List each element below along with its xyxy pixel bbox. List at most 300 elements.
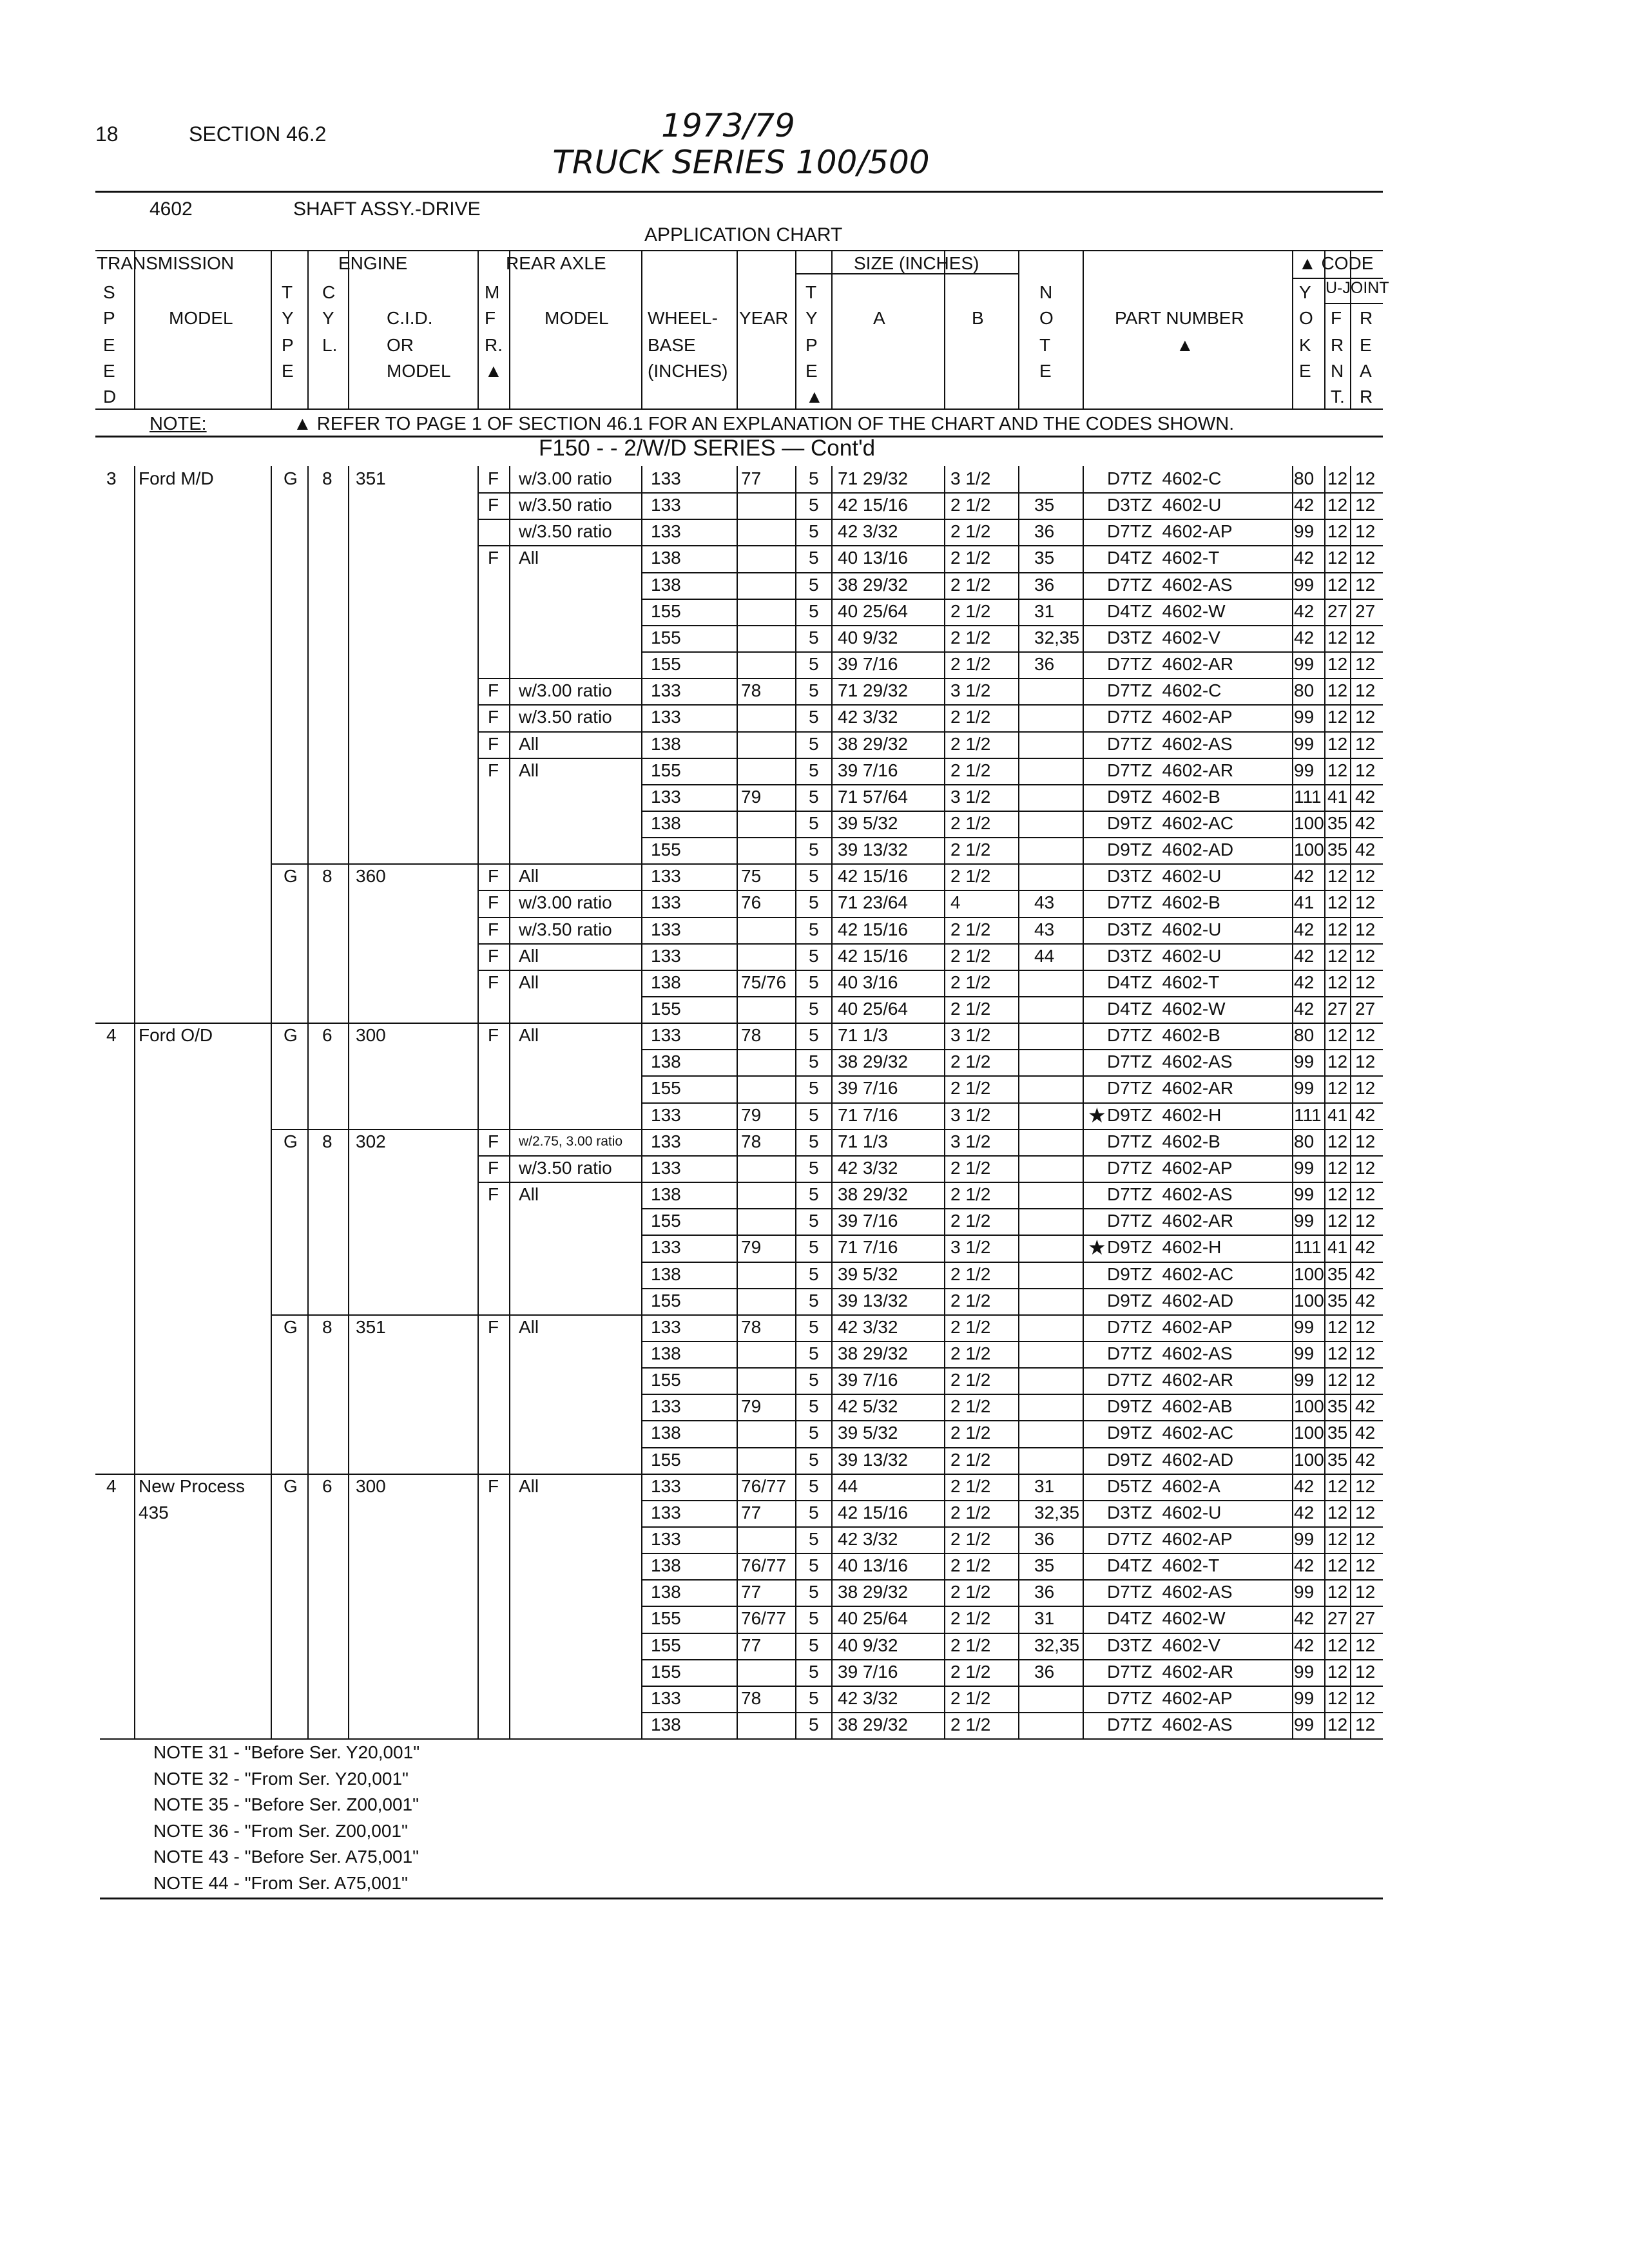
wheelbase-cell: 133	[651, 866, 681, 887]
part-number-cell: D9TZ 4602-H	[1107, 1237, 1222, 1258]
size-b-cell: 2 1/2	[950, 1423, 991, 1443]
front-ujoint-cell: 27	[1327, 601, 1348, 621]
yoke-code-cell: 99	[1294, 1370, 1315, 1390]
size-type-cell: 5	[809, 1316, 819, 1337]
rear-ujoint-cell: 12	[1355, 1529, 1376, 1549]
type-heading-letter: Y	[282, 308, 294, 328]
star-icon: ★	[1088, 1236, 1106, 1260]
wheelbase-cell: 138	[651, 972, 681, 992]
size-b-cell: 3 1/2	[950, 1025, 991, 1046]
size-type-cell: 5	[809, 1184, 819, 1205]
size-type-heading-letter: T	[805, 282, 817, 302]
part-number-arrow: ▲	[1176, 335, 1194, 355]
rear-ujoint-cell: 12	[1355, 1370, 1376, 1390]
note-cell: 32,35	[1034, 1502, 1080, 1523]
speed-heading-letter: P	[103, 308, 115, 328]
part-number-cell: D9TZ 4602-AD	[1107, 1290, 1234, 1311]
row-divider	[641, 1288, 1383, 1289]
year-cell: 78	[741, 1131, 762, 1151]
rear-ujoint-cell: 42	[1355, 1423, 1376, 1443]
part-number-cell: D7TZ 4602-AR	[1107, 1211, 1234, 1231]
part-number-cell: D4TZ 4602-W	[1107, 999, 1226, 1019]
front-ujoint-cell: 12	[1327, 1555, 1348, 1576]
part-number-cell: D7TZ 4602-AS	[1107, 733, 1233, 754]
size-a-cell: 39 13/32	[838, 1449, 908, 1470]
size-b-cell: 2 1/2	[950, 1290, 991, 1311]
size-b-cell: 2 1/2	[950, 495, 991, 515]
footnote-item: NOTE 36 - "From Ser. Z00,001"	[153, 1820, 408, 1841]
row-divider	[477, 970, 1383, 971]
column-divider	[307, 466, 309, 1738]
yoke-code-cell: 42	[1294, 1635, 1315, 1655]
yoke-code-cell: 100	[1294, 1290, 1324, 1311]
row-divider	[641, 1075, 1383, 1077]
part-number-cell: D7TZ 4602-AR	[1107, 1661, 1234, 1682]
wheelbase-cell: 155	[651, 601, 681, 621]
mfr-cell: F	[488, 866, 499, 887]
wheelbase-cell: 138	[651, 1052, 681, 1072]
front-ujoint-cell: 12	[1327, 1078, 1348, 1099]
ujoint-divider	[1324, 303, 1383, 304]
note-cell: 36	[1034, 1529, 1055, 1549]
wheelbase-cell: 155	[651, 627, 681, 648]
trans-model-heading: MODEL	[169, 308, 233, 328]
size-type-cell: 5	[809, 1582, 819, 1602]
year-cell: 78	[741, 680, 762, 701]
front-ujoint-cell: 35	[1327, 840, 1348, 860]
note-cell: 32,35	[1034, 627, 1080, 648]
front-ujoint-cell: 35	[1327, 1449, 1348, 1470]
size-a-cell: 42 3/32	[838, 1687, 898, 1708]
size-type-cell: 5	[809, 812, 819, 833]
size-type-cell: 5	[809, 1635, 819, 1655]
note-heading-letter: T	[1039, 335, 1051, 355]
speed-cell: 4	[106, 1475, 117, 1496]
wheelbase-heading: WHEEL-	[648, 308, 718, 328]
note-label: NOTE:	[149, 414, 207, 434]
size-type-cell: 5	[809, 1396, 819, 1417]
note-cell: 32,35	[1034, 1635, 1080, 1655]
year-cell: 78	[741, 1025, 762, 1046]
row-divider	[641, 837, 1383, 838]
row-divider	[641, 572, 1383, 573]
yoke-code-cell: 80	[1294, 680, 1315, 701]
row-divider	[477, 492, 1383, 494]
wheelbase-cell: 133	[651, 1157, 681, 1178]
rear-ujoint-cell: 12	[1355, 1078, 1376, 1099]
rear-ujoint-cell: 12	[1355, 1687, 1376, 1708]
note-cell: 31	[1034, 1475, 1055, 1496]
size-b-cell: 2 1/2	[950, 1396, 991, 1417]
size-a-cell: 71 57/64	[838, 786, 908, 807]
wheelbase-cell: 138	[651, 1264, 681, 1284]
size-a-cell: 40 13/16	[838, 1555, 908, 1576]
row-divider	[641, 1659, 1383, 1660]
year-cell: 77	[741, 1502, 762, 1523]
mfr-cell: F	[488, 733, 499, 754]
rear-ujoint-cell: 12	[1355, 1475, 1376, 1496]
size-a-cell: 39 7/16	[838, 1078, 898, 1099]
engine-cyl-cell: 8	[322, 468, 333, 488]
front-ujoint-cell: 12	[1327, 1715, 1348, 1735]
mfr-cell: F	[488, 1131, 499, 1151]
size-type-cell: 5	[809, 521, 819, 542]
size-a-cell: 42 3/32	[838, 1529, 898, 1549]
wheelbase-cell: 155	[651, 1635, 681, 1655]
size-a-cell: 42 3/32	[838, 521, 898, 542]
yoke-code-cell: 100	[1294, 1423, 1324, 1443]
mfr-cell: F	[488, 707, 499, 727]
engine-type-cell: G	[284, 1475, 298, 1496]
part-number-cell: D7TZ 4602-AP	[1107, 1316, 1233, 1337]
rear-ujoint-cell: 12	[1355, 1316, 1376, 1337]
front-ujoint-cell: 12	[1327, 1131, 1348, 1151]
year-cell: 79	[741, 1237, 762, 1258]
part-number-cell: D7TZ 4602-AS	[1107, 1343, 1233, 1363]
row-divider	[641, 599, 1383, 600]
year-cell: 76	[741, 892, 762, 913]
front-ujoint-cell: 35	[1327, 1264, 1348, 1284]
size-b-cell: 2 1/2	[950, 972, 991, 992]
wheelbase-cell: 133	[651, 1687, 681, 1708]
front-ujoint-cell: 35	[1327, 1290, 1348, 1311]
size-type-cell: 5	[809, 1131, 819, 1151]
yoke-code-cell: 80	[1294, 468, 1315, 488]
size-a-cell: 38 29/32	[838, 1343, 908, 1363]
part-number-code: 4602	[149, 198, 193, 220]
type-heading-letter: E	[282, 361, 294, 381]
note-cell: 36	[1034, 1661, 1055, 1682]
year-cell: 76/77	[741, 1608, 787, 1629]
size-type-cell: 5	[809, 919, 819, 939]
cid-heading: OR	[387, 335, 414, 355]
wheelbase-cell: 138	[651, 1582, 681, 1602]
yoke-code-cell: 42	[1294, 1502, 1315, 1523]
size-type-cell: 5	[809, 999, 819, 1019]
row-divider	[641, 625, 1383, 626]
size-b-cell: 2 1/2	[950, 1316, 991, 1337]
size-b-cell: 2 1/2	[950, 1211, 991, 1231]
yoke-heading-letter: E	[1299, 361, 1311, 381]
size-type-cell: 5	[809, 1264, 819, 1284]
engine-heading: ENGINE	[338, 253, 408, 273]
yoke-code-cell: 42	[1294, 866, 1315, 887]
speed-cell: 3	[106, 468, 117, 488]
wheelbase-cell: 138	[651, 1555, 681, 1576]
front-heading-letter: N	[1331, 361, 1344, 381]
row-divider	[641, 1367, 1383, 1369]
mfr-cell: F	[488, 1184, 499, 1205]
axle-model-cell: All	[519, 945, 539, 966]
yoke-heading-letter: K	[1299, 335, 1311, 355]
axle-model-cell: All	[519, 1475, 539, 1496]
code-heading: ▲ CODE	[1298, 253, 1374, 273]
wheelbase-cell: 155	[651, 654, 681, 675]
size-a-cell: 71 23/64	[838, 892, 908, 913]
size-b-cell: 2 1/2	[950, 1608, 991, 1629]
size-a-cell: 42 3/32	[838, 707, 898, 727]
wheelbase-cell: 133	[651, 1237, 681, 1258]
front-ujoint-cell: 12	[1327, 1157, 1348, 1178]
size-type-cell: 5	[809, 707, 819, 727]
yoke-code-cell: 99	[1294, 1687, 1315, 1708]
front-ujoint-cell: 27	[1327, 999, 1348, 1019]
row-divider	[641, 811, 1383, 812]
row-divider	[641, 1712, 1383, 1713]
size-b-cell: 2 1/2	[950, 999, 991, 1019]
part-number-cell: D4TZ 4602-T	[1107, 1555, 1220, 1576]
front-ujoint-cell: 12	[1327, 548, 1348, 568]
note-cell: 35	[1034, 548, 1055, 568]
title-series: TRUCK SERIES 100/500	[552, 144, 930, 181]
note-cell: 44	[1034, 945, 1055, 966]
engine-cid-cell: 360	[356, 866, 386, 887]
yoke-code-cell: 99	[1294, 1582, 1315, 1602]
part-number-cell: D7TZ 4602-AR	[1107, 760, 1234, 780]
size-b-cell: 3 1/2	[950, 786, 991, 807]
note-text: ▲ REFER TO PAGE 1 OF SECTION 46.1 FOR AN EXPLANATION OF THE CHART AND THE CODES SHOWN.	[293, 414, 1235, 434]
rear-ujoint-cell: 42	[1355, 1396, 1376, 1417]
engine-cid-cell: 300	[356, 1475, 386, 1496]
year-cell: 79	[741, 1396, 762, 1417]
part-number-cell: D7TZ 4602-AP	[1107, 707, 1233, 727]
yoke-code-cell: 42	[1294, 1555, 1315, 1576]
part-number-cell: D7TZ 4602-B	[1107, 892, 1220, 913]
yoke-code-cell: 80	[1294, 1025, 1315, 1046]
size-type-cell: 5	[809, 1608, 819, 1629]
size-a-cell: 42 15/16	[838, 866, 908, 887]
size-a-cell: 39 13/32	[838, 1290, 908, 1311]
engine-cyl-cell: 6	[322, 1475, 333, 1496]
part-number-cell: D7TZ 4602-AS	[1107, 574, 1233, 595]
front-ujoint-cell: 12	[1327, 972, 1348, 992]
wheelbase-cell: 133	[651, 1104, 681, 1125]
axle-model-cell: w/3.50 ratio	[519, 495, 612, 515]
speed-heading-letter: S	[103, 282, 115, 302]
size-a-cell: 39 13/32	[838, 840, 908, 860]
size-type-cell: 5	[809, 1529, 819, 1549]
size-b-cell: 2 1/2	[950, 812, 991, 833]
yoke-code-cell: 42	[1294, 627, 1315, 648]
size-a-cell: 40 9/32	[838, 1635, 898, 1655]
rear-ujoint-cell: 12	[1355, 972, 1376, 992]
size-a-cell: 44	[838, 1475, 858, 1496]
axle-model-cell: w/3.00 ratio	[519, 892, 612, 913]
axle-model-cell: w/3.50 ratio	[519, 919, 612, 939]
part-number-cell: D4TZ 4602-T	[1107, 972, 1220, 992]
rear-ujoint-cell: 12	[1355, 892, 1376, 913]
yoke-code-cell: 99	[1294, 654, 1315, 675]
size-b-cell: 2 1/2	[950, 521, 991, 542]
yoke-code-cell: 42	[1294, 495, 1315, 515]
rear-heading-letter: E	[1360, 335, 1372, 355]
yoke-code-cell: 99	[1294, 1184, 1315, 1205]
size-a-cell: 39 7/16	[838, 1211, 898, 1231]
size-b-cell: 2 1/2	[950, 840, 991, 860]
cyl-heading-letter: Y	[322, 308, 334, 328]
yoke-code-cell: 100	[1294, 1396, 1324, 1417]
front-ujoint-cell: 12	[1327, 1316, 1348, 1337]
front-ujoint-cell: 35	[1327, 1423, 1348, 1443]
rear-ujoint-cell: 12	[1355, 1635, 1376, 1655]
wheelbase-cell: 133	[651, 1529, 681, 1549]
rear-heading-letter: R	[1360, 308, 1373, 328]
part-name: SHAFT ASSY.-DRIVE	[293, 198, 481, 220]
wheelbase-heading: BASE	[648, 335, 696, 355]
mfr-heading-letter: R.	[485, 335, 503, 355]
column-divider	[1018, 250, 1019, 408]
front-ujoint-cell: 12	[1327, 654, 1348, 675]
bottom-rule	[100, 1898, 1383, 1899]
part-number-cell: D9TZ 4602-AB	[1107, 1396, 1233, 1417]
mfr-cell: F	[488, 945, 499, 966]
front-ujoint-cell: 41	[1327, 786, 1348, 807]
part-number-heading: PART NUMBER	[1115, 308, 1244, 328]
engine-type-cell: G	[284, 1025, 298, 1046]
front-ujoint-cell: 12	[1327, 760, 1348, 780]
yoke-code-cell: 99	[1294, 521, 1315, 542]
footnote-item: NOTE 35 - "Before Ser. Z00,001"	[153, 1794, 419, 1814]
yoke-heading-letter: O	[1299, 308, 1313, 328]
wheelbase-cell: 133	[651, 495, 681, 515]
year-cell: 78	[741, 1316, 762, 1337]
size-type-cell: 5	[809, 601, 819, 621]
header-top-rule	[95, 250, 1383, 251]
size-a-cell: 38 29/32	[838, 1052, 908, 1072]
row-divider	[477, 917, 1383, 918]
part-number-cell: D3TZ 4602-V	[1107, 1635, 1220, 1655]
note-cell: 31	[1034, 601, 1055, 621]
yoke-code-cell: 100	[1294, 1264, 1324, 1284]
year-heading: YEAR	[739, 308, 789, 328]
front-ujoint-cell: 12	[1327, 680, 1348, 701]
rear-ujoint-cell: 12	[1355, 654, 1376, 675]
size-b-cell: 2 1/2	[950, 548, 991, 568]
chart-title: APPLICATION CHART	[644, 224, 843, 245]
size-a-cell: 42 3/32	[838, 1316, 898, 1337]
size-b-cell: 4	[950, 892, 961, 913]
footnote-item: NOTE 43 - "Before Ser. A75,001"	[153, 1847, 419, 1867]
row-divider	[641, 1341, 1383, 1342]
speed-heading-letter: E	[103, 335, 115, 355]
wheelbase-cell: 138	[651, 1343, 681, 1363]
header-bottom-rule	[95, 408, 1383, 410]
size-type-cell: 5	[809, 495, 819, 515]
front-ujoint-cell: 12	[1327, 1687, 1348, 1708]
front-ujoint-cell: 12	[1327, 627, 1348, 648]
size-b-cell: 2 1/2	[950, 866, 991, 887]
row-divider	[477, 1155, 1383, 1157]
size-type-cell: 5	[809, 1025, 819, 1046]
size-type-cell: 5	[809, 866, 819, 887]
front-ujoint-cell: 12	[1327, 1052, 1348, 1072]
size-type-cell: 5	[809, 840, 819, 860]
rear-ujoint-cell: 12	[1355, 866, 1376, 887]
note-heading-letter: N	[1039, 282, 1053, 302]
mfr-cell: F	[488, 1025, 499, 1046]
yoke-heading-letter: Y	[1299, 282, 1311, 302]
engine-type-cell: G	[284, 468, 298, 488]
year-cell: 79	[741, 786, 762, 807]
part-number-cell: D5TZ 4602-A	[1107, 1475, 1220, 1496]
wheelbase-cell: 138	[651, 733, 681, 754]
series-title: F150 - - 2/W/D SERIES — Cont'd	[539, 436, 876, 461]
yoke-code-cell: 42	[1294, 548, 1315, 568]
top-rule	[95, 191, 1383, 193]
part-number-cell: D7TZ 4602-AR	[1107, 1370, 1234, 1390]
rear-ujoint-cell: 12	[1355, 707, 1376, 727]
year-cell: 77	[741, 1635, 762, 1655]
size-a-heading: A	[873, 308, 885, 328]
note-cell: 31	[1034, 1608, 1055, 1629]
size-a-cell: 40 3/16	[838, 972, 898, 992]
rear-ujoint-cell: 27	[1355, 601, 1376, 621]
year-cell: 79	[741, 1104, 762, 1125]
column-divider	[307, 250, 309, 408]
wheelbase-cell: 133	[651, 786, 681, 807]
cid-heading: MODEL	[387, 361, 451, 381]
size-b-cell: 3 1/2	[950, 680, 991, 701]
size-type-cell: 5	[809, 733, 819, 754]
size-b-cell: 2 1/2	[950, 1157, 991, 1178]
row-divider	[641, 651, 1383, 653]
rear-ujoint-cell: 12	[1355, 495, 1376, 515]
size-type-cell: 5	[809, 680, 819, 701]
engine-cid-cell: 351	[356, 1316, 386, 1337]
size-type-cell: 5	[809, 1423, 819, 1443]
rear-ujoint-cell: 12	[1355, 680, 1376, 701]
yoke-code-cell: 42	[1294, 919, 1315, 939]
size-type-cell: 5	[809, 1078, 819, 1099]
column-divider	[1083, 250, 1084, 408]
size-a-cell: 71 7/16	[838, 1104, 898, 1125]
axle-model-cell: w/3.50 ratio	[519, 521, 612, 542]
part-number-cell: D3TZ 4602-U	[1107, 495, 1222, 515]
size-b-cell: 2 1/2	[950, 1052, 991, 1072]
wheelbase-cell: 155	[651, 1290, 681, 1311]
size-b-cell: 2 1/2	[950, 1343, 991, 1363]
front-ujoint-cell: 12	[1327, 945, 1348, 966]
size-a-cell: 39 5/32	[838, 1423, 898, 1443]
note-cell: 36	[1034, 1582, 1055, 1602]
size-a-cell: 42 15/16	[838, 945, 908, 966]
size-heading: SIZE (INCHES)	[854, 253, 979, 273]
rear-ujoint-cell: 42	[1355, 1237, 1376, 1258]
part-number-cell: D3TZ 4602-U	[1107, 919, 1222, 939]
yoke-code-cell: 80	[1294, 1131, 1315, 1151]
axle-model-cell: All	[519, 1025, 539, 1046]
yoke-code-cell: 111	[1294, 1104, 1322, 1125]
note-cell: 36	[1034, 574, 1055, 595]
title-years: 1973/79	[661, 107, 795, 144]
size-b-cell: 2 1/2	[950, 707, 991, 727]
size-type-cell: 5	[809, 1104, 819, 1125]
size-type-cell: 5	[809, 1370, 819, 1390]
size-a-cell: 40 9/32	[838, 627, 898, 648]
part-number-cell: D3TZ 4602-U	[1107, 945, 1222, 966]
size-type-cell: 5	[809, 1343, 819, 1363]
wheelbase-cell: 155	[651, 1370, 681, 1390]
size-type-cell: 5	[809, 1475, 819, 1496]
yoke-code-cell: 99	[1294, 760, 1315, 780]
row-divider	[641, 1049, 1383, 1050]
front-ujoint-cell: 12	[1327, 1025, 1348, 1046]
size-b-cell: 2 1/2	[950, 760, 991, 780]
yoke-code-cell: 111	[1294, 786, 1322, 807]
engine-cyl-cell: 8	[322, 866, 333, 887]
type-heading-letter: T	[282, 282, 293, 302]
size-a-cell: 39 7/16	[838, 760, 898, 780]
